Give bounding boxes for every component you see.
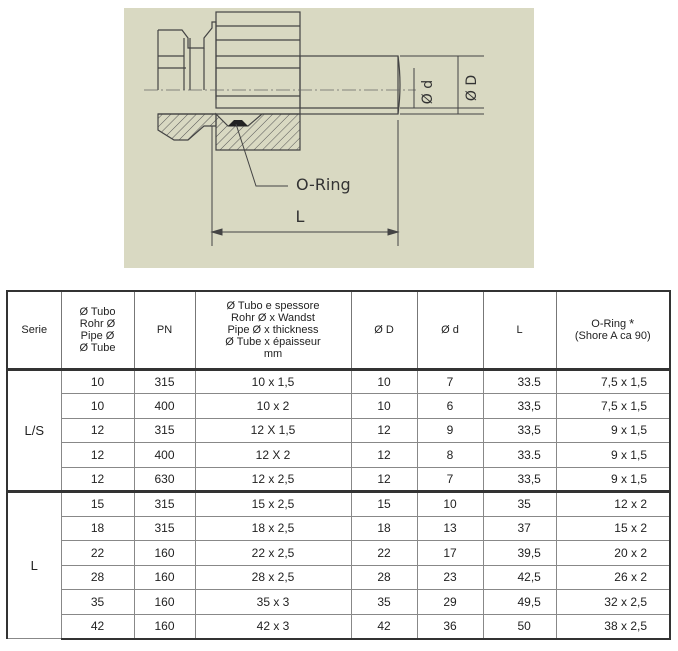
tube-cell: 12 xyxy=(61,443,134,468)
pn-cell: 160 xyxy=(134,590,195,615)
tube-cell: 22 xyxy=(61,541,134,566)
spessore-cell: 10 x 1,5 xyxy=(195,369,351,394)
pn-cell: 315 xyxy=(134,516,195,541)
table-row xyxy=(7,541,670,566)
small-d-cell: 8 xyxy=(417,443,483,468)
tube-cell: 10 xyxy=(61,369,134,394)
table-row xyxy=(7,418,670,443)
big-d-cell: 28 xyxy=(351,565,417,590)
spessore-cell: 35 x 3 xyxy=(195,590,351,615)
table-row xyxy=(7,614,670,639)
small-d-cell: 13 xyxy=(417,516,483,541)
pn-cell: 160 xyxy=(134,614,195,639)
fitting-drawing-svg xyxy=(124,8,534,268)
table-row xyxy=(7,394,670,419)
small-d-cell: 7 xyxy=(417,467,483,492)
header-big-d: Ø D xyxy=(351,291,417,369)
pn-cell: 160 xyxy=(134,565,195,590)
table-row xyxy=(7,369,670,394)
spessore-cell: 42 x 3 xyxy=(195,614,351,639)
header-small-d: Ø d xyxy=(417,291,483,369)
serie-cell: L xyxy=(7,492,61,639)
small-d-cell: 10 xyxy=(417,492,483,517)
big-d-cell: 18 xyxy=(351,516,417,541)
oring-cell: 32 x 2,5 xyxy=(556,590,670,615)
small-d-label: Ø d xyxy=(420,79,436,105)
small-d-cell: 29 xyxy=(417,590,483,615)
spessore-cell: 12 x 2,5 xyxy=(195,467,351,492)
pn-cell: 315 xyxy=(134,369,195,394)
big-d-cell: 35 xyxy=(351,590,417,615)
tube-cell: 28 xyxy=(61,565,134,590)
small-d-cell: 17 xyxy=(417,541,483,566)
l-cell: 35 xyxy=(483,492,556,517)
tube-cell: 12 xyxy=(61,418,134,443)
oring-cell: 9 x 1,5 xyxy=(556,443,670,468)
oring-cell: 38 x 2,5 xyxy=(556,614,670,639)
oring-label: O-Ring xyxy=(296,175,351,194)
l-cell: 33,5 xyxy=(483,467,556,492)
small-d-cell: 9 xyxy=(417,418,483,443)
spessore-cell: 12 X 2 xyxy=(195,443,351,468)
spessore-cell: 12 X 1,5 xyxy=(195,418,351,443)
header-pn: PN xyxy=(134,291,195,369)
oring-cell: 9 x 1,5 xyxy=(556,467,670,492)
body-outline xyxy=(216,12,300,108)
pn-cell: 400 xyxy=(134,443,195,468)
oring-cell: 7,5 x 1,5 xyxy=(556,369,670,394)
specification-table xyxy=(6,290,671,640)
table-row xyxy=(7,492,670,517)
pn-cell: 160 xyxy=(134,541,195,566)
header-l: L xyxy=(483,291,556,369)
serie-cell: L/S xyxy=(7,369,61,492)
small-d-cell: 6 xyxy=(417,394,483,419)
table-row xyxy=(7,467,670,492)
big-d-cell: 42 xyxy=(351,614,417,639)
l-cell: 33.5 xyxy=(483,443,556,468)
big-d-cell: 12 xyxy=(351,418,417,443)
tube-outline xyxy=(300,56,400,114)
l-cell: 50 xyxy=(483,614,556,639)
header-oring: O-Ring * (Shore A ca 90) xyxy=(556,291,670,369)
spessore-cell: 15 x 2,5 xyxy=(195,492,351,517)
small-d-cell: 36 xyxy=(417,614,483,639)
pn-cell: 315 xyxy=(134,418,195,443)
spessore-cell: 28 x 2,5 xyxy=(195,565,351,590)
oring-cell: 15 x 2 xyxy=(556,516,670,541)
big-d-cell: 12 xyxy=(351,467,417,492)
big-d-cell: 15 xyxy=(351,492,417,517)
section-hatch xyxy=(158,114,300,150)
l-cell: 33,5 xyxy=(483,394,556,419)
oring-cell: 20 x 2 xyxy=(556,541,670,566)
big-d-cell: 10 xyxy=(351,369,417,394)
spessore-cell: 22 x 2,5 xyxy=(195,541,351,566)
table-row xyxy=(7,443,670,468)
pn-cell: 630 xyxy=(134,467,195,492)
table-header-row xyxy=(7,291,670,369)
header-tube: Ø Tubo Rohr Ø Pipe Ø Ø Tube xyxy=(61,291,134,369)
l-cell: 33,5 xyxy=(483,418,556,443)
table-row xyxy=(7,516,670,541)
technical-drawing xyxy=(124,8,534,268)
oring-cell: 7,5 x 1,5 xyxy=(556,394,670,419)
oring-cell: 26 x 2 xyxy=(556,565,670,590)
tube-cell: 15 xyxy=(61,492,134,517)
tube-cell: 35 xyxy=(61,590,134,615)
big-d-label: Ø D xyxy=(464,74,480,102)
tube-cell: 12 xyxy=(61,467,134,492)
l-cell: 49,5 xyxy=(483,590,556,615)
l-cell: 39,5 xyxy=(483,541,556,566)
length-label: L xyxy=(295,207,305,226)
big-d-cell: 10 xyxy=(351,394,417,419)
spessore-cell: 18 x 2,5 xyxy=(195,516,351,541)
nut-outline xyxy=(158,22,216,100)
pn-cell: 315 xyxy=(134,492,195,517)
l-cell: 37 xyxy=(483,516,556,541)
l-cell: 42,5 xyxy=(483,565,556,590)
tube-cell: 18 xyxy=(61,516,134,541)
table-row xyxy=(7,590,670,615)
oring-cell: 9 x 1,5 xyxy=(556,418,670,443)
tube-cell: 10 xyxy=(61,394,134,419)
spessore-cell: 10 x 2 xyxy=(195,394,351,419)
small-d-cell: 7 xyxy=(417,369,483,394)
big-d-cell: 22 xyxy=(351,541,417,566)
l-cell: 33.5 xyxy=(483,369,556,394)
small-d-cell: 23 xyxy=(417,565,483,590)
header-spessore: Ø Tubo e spessore Rohr Ø x Wandst Pipe Ø x thickness Ø Tube x épaisseur mm xyxy=(195,291,351,369)
tube-cell: 42 xyxy=(61,614,134,639)
big-d-cell: 12 xyxy=(351,443,417,468)
oring-cell: 12 x 2 xyxy=(556,492,670,517)
header-serie: Serie xyxy=(7,291,61,369)
table-row xyxy=(7,565,670,590)
pn-cell: 400 xyxy=(134,394,195,419)
table-body xyxy=(7,369,670,639)
